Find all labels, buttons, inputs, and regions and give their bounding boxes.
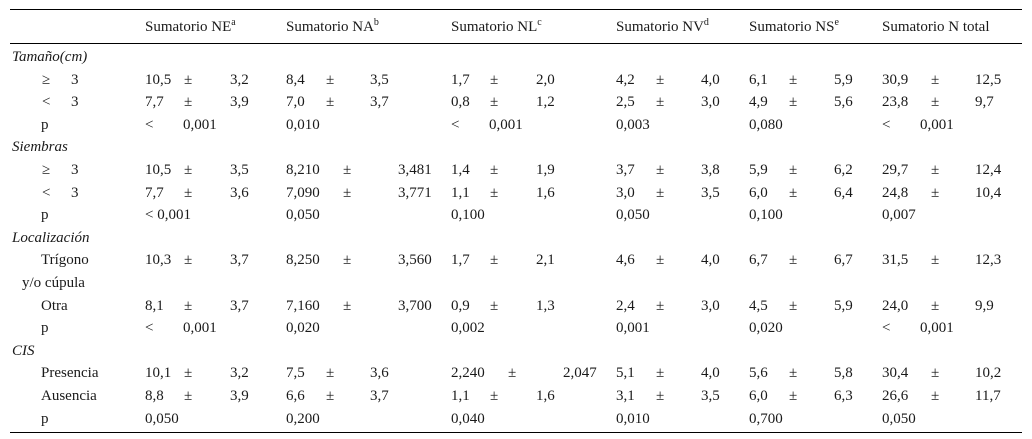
cell-value: 12,5 [975, 71, 1002, 88]
section-title-row [10, 340, 1022, 362]
cell-value: 5,9 [834, 71, 853, 88]
header-cell [616, 16, 709, 38]
row-label: p [41, 116, 49, 133]
cell-value: 0,001 [920, 320, 954, 337]
cell-value: 10,4 [975, 184, 1002, 201]
cell-value: 6,2 [834, 162, 853, 178]
cell-value: 3,5 [701, 184, 720, 201]
cell-value: 10,1 [145, 365, 172, 382]
cell-value: 31,5 [882, 252, 909, 269]
plus-minus-sign: ± [789, 365, 798, 382]
cell-value: 3,0 [701, 297, 720, 314]
cell-value: 7,5 [286, 365, 305, 382]
row-label: 3 [71, 94, 79, 111]
row-label: 3 [71, 184, 79, 201]
cell-value: 1,2 [536, 94, 555, 111]
table-row [10, 295, 1022, 317]
cell-value: 3,7 [230, 297, 249, 314]
cell-value: 0,050 [286, 207, 320, 224]
cell-value: 0,020 [749, 320, 783, 337]
table-row [10, 69, 1022, 91]
cell-value: 1,1 [451, 184, 470, 201]
cell-value: 1,6 [536, 388, 555, 404]
header-superscript: e [834, 17, 839, 28]
cell-value: 5,9 [749, 162, 768, 178]
cell-value: 0,040 [451, 410, 485, 427]
cell-value: 3,7 [616, 162, 635, 178]
cell-value: 10,3 [145, 252, 172, 269]
plus-minus-sign: ± [326, 94, 335, 111]
cell-value: 3,1 [616, 388, 635, 404]
cell-value: 1,1 [451, 388, 470, 404]
table-bottom-rule [10, 432, 1022, 433]
cell-value: < [145, 116, 154, 133]
cell-value: 6,1 [749, 71, 768, 88]
table-row [10, 317, 1022, 339]
section-title: Tamaño(cm) [12, 49, 88, 65]
cell-value: 3,5 [230, 162, 249, 178]
cell-value: 3,5 [701, 388, 720, 404]
cell-value: 7,0 [286, 94, 305, 111]
cell-value: 3,6 [230, 184, 249, 201]
cell-value: 6,6 [286, 388, 305, 404]
plus-minus-sign: ± [490, 71, 499, 88]
row-label: p [41, 207, 49, 224]
cell-value: 10,5 [145, 162, 172, 178]
cell-value: 0,007 [882, 207, 916, 224]
cell-value: 0,200 [286, 410, 320, 427]
cell-value: 0,001 [183, 116, 217, 133]
cell-value: 7,7 [145, 184, 164, 201]
plus-minus-sign: ± [184, 71, 193, 88]
plus-minus-sign: ± [184, 365, 193, 382]
header-cell [286, 16, 379, 38]
cell-value: 0,001 [920, 116, 954, 133]
cell-value: 3,7 [370, 94, 389, 111]
cell-value: 2,047 [563, 365, 597, 382]
cell-value: 0,100 [749, 207, 783, 224]
cell-value: 30,9 [882, 71, 909, 88]
cell-value: 24,8 [882, 184, 909, 201]
plus-minus-sign: ± [656, 388, 665, 404]
cell-value: 4,0 [701, 252, 720, 269]
header-label: Sumatorio NV [616, 19, 704, 35]
table-row [10, 362, 1022, 384]
cell-value: 1,9 [536, 162, 555, 178]
cell-value: 4,9 [749, 94, 768, 111]
cell-value: 1,3 [536, 297, 555, 314]
plus-minus-sign: ± [343, 184, 352, 201]
section-title: CIS [12, 342, 35, 359]
plus-minus-sign: ± [184, 162, 193, 178]
plus-minus-sign: ± [931, 388, 940, 404]
header-label: Sumatorio N total [882, 19, 990, 35]
plus-minus-sign: ± [789, 94, 798, 111]
cell-value: 26,6 [882, 388, 909, 404]
cell-value: 4,2 [616, 71, 635, 88]
cell-value: 0,002 [451, 320, 485, 337]
cell-value: 2,0 [536, 71, 555, 88]
row-label-continuation: y/o cúpula [22, 275, 85, 291]
plus-minus-sign: ± [184, 94, 193, 111]
cell-value: 8,250 [286, 252, 320, 269]
plus-minus-sign: ± [490, 94, 499, 111]
table-row [10, 91, 1022, 113]
row-comparator: < [42, 94, 51, 111]
plus-minus-sign: ± [656, 71, 665, 88]
cell-value: 3,5 [370, 71, 389, 88]
plus-minus-sign: ± [931, 162, 940, 178]
cell-value: 9,7 [975, 94, 994, 111]
table-row [10, 204, 1022, 226]
row-comparator: ≥ [42, 71, 51, 88]
cell-value: 0,050 [616, 207, 650, 224]
cell-value: < [451, 116, 460, 133]
cell-value: 0,700 [749, 410, 783, 427]
cell-value: < [882, 116, 891, 133]
plus-minus-sign: ± [343, 252, 352, 269]
section-title: Localización [12, 229, 90, 246]
cell-value: 0,020 [286, 320, 320, 337]
cell-value: 1,7 [451, 71, 470, 88]
table-top-rule [10, 9, 1022, 10]
cell-value: 3,7 [370, 388, 389, 404]
cell-value: 4,6 [616, 252, 635, 269]
row-label: Trígono [41, 252, 89, 269]
cell-value: 3,6 [370, 365, 389, 382]
header-superscript: b [373, 17, 379, 28]
plus-minus-sign: ± [326, 388, 335, 404]
plus-minus-sign: ± [343, 162, 352, 178]
header-label: Sumatorio NE [145, 19, 232, 35]
plus-minus-sign: ± [789, 184, 798, 201]
table-row [10, 182, 1022, 204]
row-label: p [41, 410, 49, 427]
table-row [10, 408, 1022, 430]
plus-minus-sign: ± [490, 162, 499, 178]
cell-value: 3,0 [701, 94, 720, 111]
cell-value: < [145, 320, 154, 337]
row-comparator: ≥ [42, 162, 51, 178]
cell-value: 0,010 [286, 116, 320, 133]
cell-value: 3,9 [230, 388, 249, 404]
plus-minus-sign: ± [931, 365, 940, 382]
cell-value: 10,2 [975, 365, 1002, 382]
plus-minus-sign: ± [184, 388, 193, 404]
header-label: Sumatorio NS [749, 19, 835, 35]
cell-value: 6,0 [749, 388, 768, 404]
plus-minus-sign: ± [490, 388, 499, 404]
row-label: Ausencia [41, 388, 97, 404]
table-row [10, 249, 1022, 271]
header-row [10, 16, 1022, 38]
plus-minus-sign: ± [931, 94, 940, 111]
row-label: p [41, 320, 49, 337]
plus-minus-sign: ± [656, 365, 665, 382]
table-row [10, 385, 1022, 407]
cell-value: 3,481 [398, 162, 432, 178]
header-superscript: c [537, 17, 542, 28]
cell-value: 7,160 [286, 297, 320, 314]
cell-value: 2,4 [616, 297, 635, 314]
plus-minus-sign: ± [931, 184, 940, 201]
cell-value: 0,001 [183, 320, 217, 337]
cell-value: < 0,001 [145, 207, 191, 224]
cell-value: 29,7 [882, 162, 909, 178]
row-label: Otra [41, 297, 68, 314]
cell-value: 0,050 [145, 410, 179, 427]
cell-value: 3,0 [616, 184, 635, 201]
header-bottom-rule [10, 43, 1022, 44]
header-superscript: d [703, 17, 709, 28]
cell-value: 6,4 [834, 184, 853, 201]
cell-value: 0,001 [489, 116, 523, 133]
plus-minus-sign: ± [789, 252, 798, 269]
cell-value: < [882, 320, 891, 337]
cell-value: 2,5 [616, 94, 635, 111]
cell-value: 6,3 [834, 388, 853, 404]
plus-minus-sign: ± [656, 94, 665, 111]
cell-value: 1,7 [451, 252, 470, 269]
cell-value: 5,6 [749, 365, 768, 382]
header-cell [882, 16, 990, 38]
section-title-row [10, 136, 1022, 158]
plus-minus-sign: ± [656, 297, 665, 314]
cell-value: 6,7 [834, 252, 853, 269]
cell-value: 2,1 [536, 252, 555, 269]
plus-minus-sign: ± [343, 297, 352, 314]
plus-minus-sign: ± [508, 365, 517, 382]
row-label: Presencia [41, 365, 99, 382]
cell-value: 30,4 [882, 365, 909, 382]
plus-minus-sign: ± [490, 252, 499, 269]
cell-value: 0,9 [451, 297, 470, 314]
plus-minus-sign: ± [931, 297, 940, 314]
cell-value: 7,7 [145, 94, 164, 111]
cell-value: 1,4 [451, 162, 470, 178]
cell-value: 24,0 [882, 297, 909, 314]
cell-value: 5,9 [834, 297, 853, 314]
cell-value: 8,210 [286, 162, 320, 178]
cell-value: 10,5 [145, 71, 172, 88]
cell-value: 0,003 [616, 116, 650, 133]
cell-value: 7,090 [286, 184, 320, 201]
plus-minus-sign: ± [656, 184, 665, 201]
plus-minus-sign: ± [656, 162, 665, 178]
cell-value: 5,1 [616, 365, 635, 382]
cell-value: 0,100 [451, 207, 485, 224]
plus-minus-sign: ± [931, 252, 940, 269]
cell-value: 0,050 [882, 410, 916, 427]
cell-value: 9,9 [975, 297, 994, 314]
cell-value: 4,5 [749, 297, 768, 314]
plus-minus-sign: ± [184, 184, 193, 201]
cell-value: 6,0 [749, 184, 768, 201]
cell-value: 11,7 [975, 388, 1001, 404]
cell-value: 3,2 [230, 365, 249, 382]
cell-value: 0,080 [749, 116, 783, 133]
cell-value: 5,6 [834, 94, 853, 111]
plus-minus-sign: ± [656, 252, 665, 269]
plus-minus-sign: ± [789, 297, 798, 314]
cell-value: 3,7 [230, 252, 249, 269]
section-title-row [10, 46, 1022, 68]
cell-value: 8,8 [145, 388, 164, 404]
cell-value: 0,001 [616, 320, 650, 337]
plus-minus-sign: ± [789, 162, 798, 178]
cell-value: 0,010 [616, 410, 650, 427]
cell-value: 3,560 [398, 252, 432, 269]
cell-value: 12,4 [975, 162, 1002, 178]
cell-value: 4,0 [701, 71, 720, 88]
table-row [10, 114, 1022, 136]
section-title: Siembras [12, 139, 68, 156]
plus-minus-sign: ± [490, 184, 499, 201]
cell-value: 3,700 [398, 297, 432, 314]
section-title-row [10, 227, 1022, 249]
cell-value: 3,771 [398, 184, 432, 201]
cell-value: 4,0 [701, 365, 720, 382]
cell-value: 23,8 [882, 94, 909, 111]
plus-minus-sign: ± [326, 71, 335, 88]
plus-minus-sign: ± [931, 71, 940, 88]
cell-value: 3,9 [230, 94, 249, 111]
cell-value: 6,7 [749, 252, 768, 269]
header-label: Sumatorio NA [286, 19, 374, 35]
plus-minus-sign: ± [326, 365, 335, 382]
cell-value: 12,3 [975, 252, 1002, 269]
plus-minus-sign: ± [789, 71, 798, 88]
cell-value: 8,1 [145, 297, 164, 314]
cell-value: 1,6 [536, 184, 555, 201]
plus-minus-sign: ± [789, 388, 798, 404]
plus-minus-sign: ± [490, 297, 499, 314]
table-row [10, 159, 1022, 181]
cell-value: 5,8 [834, 365, 853, 382]
header-cell [451, 16, 542, 38]
row-label: 3 [71, 162, 79, 178]
cell-value: 3,2 [230, 71, 249, 88]
plus-minus-sign: ± [184, 297, 193, 314]
table-row-continuation [10, 272, 1022, 294]
cell-value: 3,8 [701, 162, 720, 178]
cell-value: 2,240 [451, 365, 485, 382]
plus-minus-sign: ± [184, 252, 193, 269]
header-superscript: a [231, 17, 236, 28]
header-cell [145, 16, 236, 38]
cell-value: 0,8 [451, 94, 470, 111]
row-label: 3 [71, 71, 79, 88]
header-cell [749, 16, 839, 38]
cell-value: 8,4 [286, 71, 305, 88]
header-label: Sumatorio NL [451, 19, 538, 35]
row-comparator: < [42, 184, 51, 201]
